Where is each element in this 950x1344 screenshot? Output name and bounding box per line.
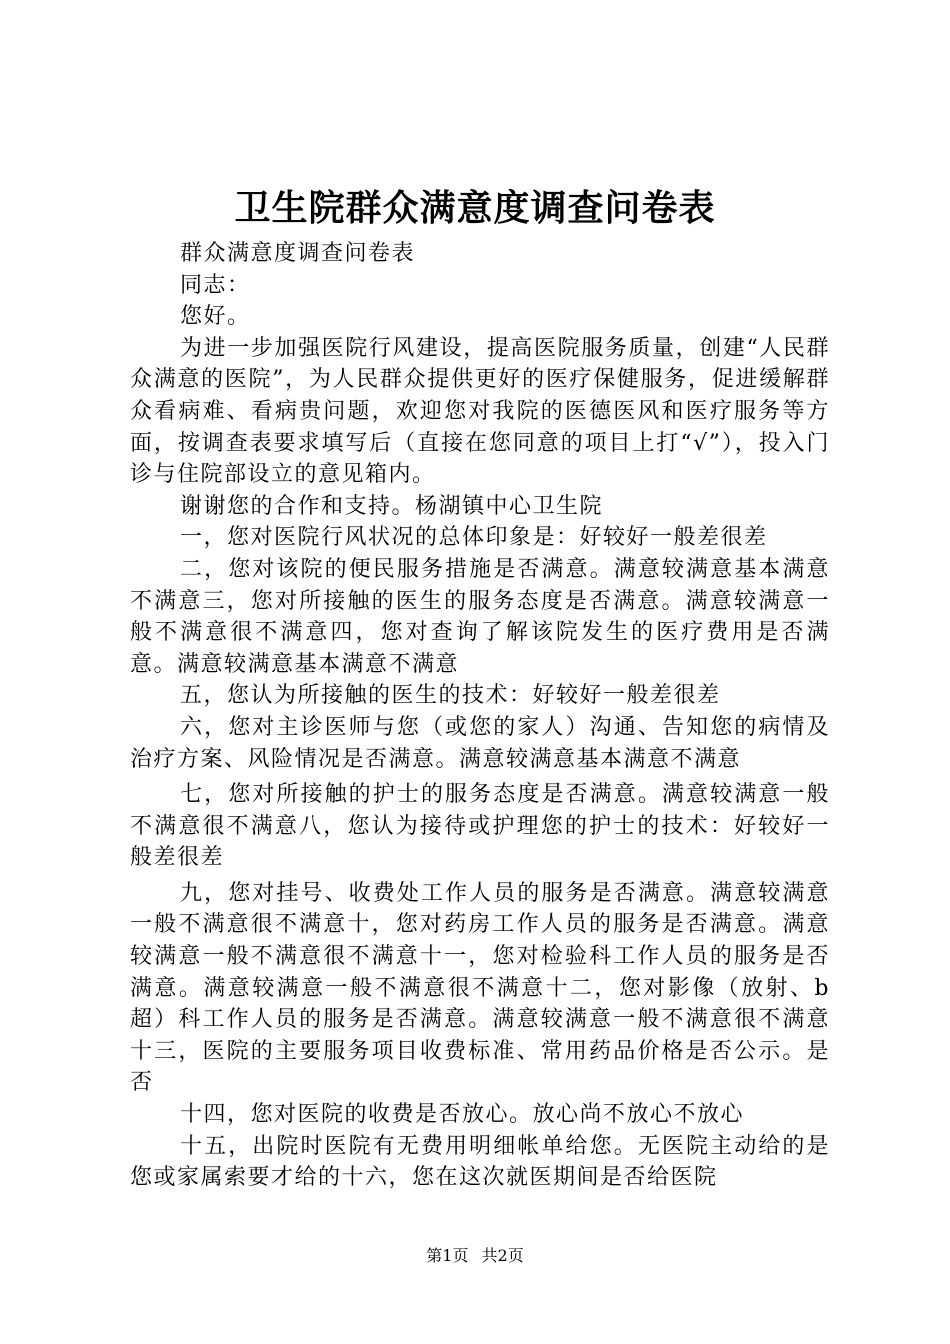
- page-footer: [0, 1246, 950, 1266]
- page-number: 第1页: [426, 1246, 469, 1265]
- document-body: [130, 238, 830, 1194]
- question-6: 六，您对主诊医师与您（或您的家人）沟通、告知您的病情及治疗方案、风险情况是否满意。满意较满意基本满意不满意: [130, 714, 830, 772]
- paragraph-subtitle: 群众满意度调查问卷表: [180, 241, 416, 266]
- question-9-13: 九，您对挂号、收费处工作人员的服务是否满意。满意较满意一般不满意很不满意十，您对药房工作人员的服务是否满意。满意较满意一般不满意很不满意十一，您对检验科工作人员的服务是否满意。满意较满意一般不满意很不满意十二，您对影像（放射、b超）科工作人员的服务是否满意。满意较满意一般不满意很不满意十三，医院的主要服务项目收费标准、常用药品价格是否公示。是否: [130, 880, 830, 1096]
- question-15-16: 十五，出院时医院有无费用明细帐单给您。无医院主动给的是您或家属索要才给的十六，您在这次就医期间是否给医院: [130, 1133, 830, 1191]
- paragraph-intro: 为进一步加强医院行风建设，提高医院服务质量，创建“人民群众满意的医院”，为人民群众提供更好的医疗保健服务，促进缓解群众看病难、看病贵问题，欢迎您对我院的医德医风和医疗服务等方面，按调查表要求填写后（直接在您同意的项目上打“√”），投入门诊与住院部设立的意见箱内。: [130, 335, 830, 488]
- question-7-8: 七，您对所接触的护士的服务态度是否满意。满意较满意一般不满意很不满意八，您认为接待或护理您的护士的技术：好较好一般差很差: [130, 782, 830, 871]
- question-2-4: 二，您对该院的便民服务措施是否满意。满意较满意基本满意不满意三，您对所接触的医生的服务态度是否满意。满意较满意一般不满意很不满意四，您对查询了解该院发生的医疗费用是否满意。满意较满意基本满意不满意: [130, 556, 830, 677]
- paragraph-thanks: 谢谢您的合作和支持。杨湖镇中心卫生院: [180, 493, 604, 519]
- question-14: 十四，您对医院的收费是否放心。放心尚不放心不放心: [180, 1102, 745, 1128]
- question-5: 五，您认为所接触的医生的技术：好较好一般差很差: [180, 683, 721, 709]
- document-title: 卫生院群众满意度调查问卷表: [234, 187, 716, 229]
- page-total: 共2页: [481, 1246, 524, 1265]
- paragraph-salutation: 同志：: [180, 272, 251, 298]
- paragraph-greeting: 您好。: [180, 304, 251, 330]
- question-1: 一，您对医院行风状况的总体印象是：好较好一般差很差: [180, 525, 768, 551]
